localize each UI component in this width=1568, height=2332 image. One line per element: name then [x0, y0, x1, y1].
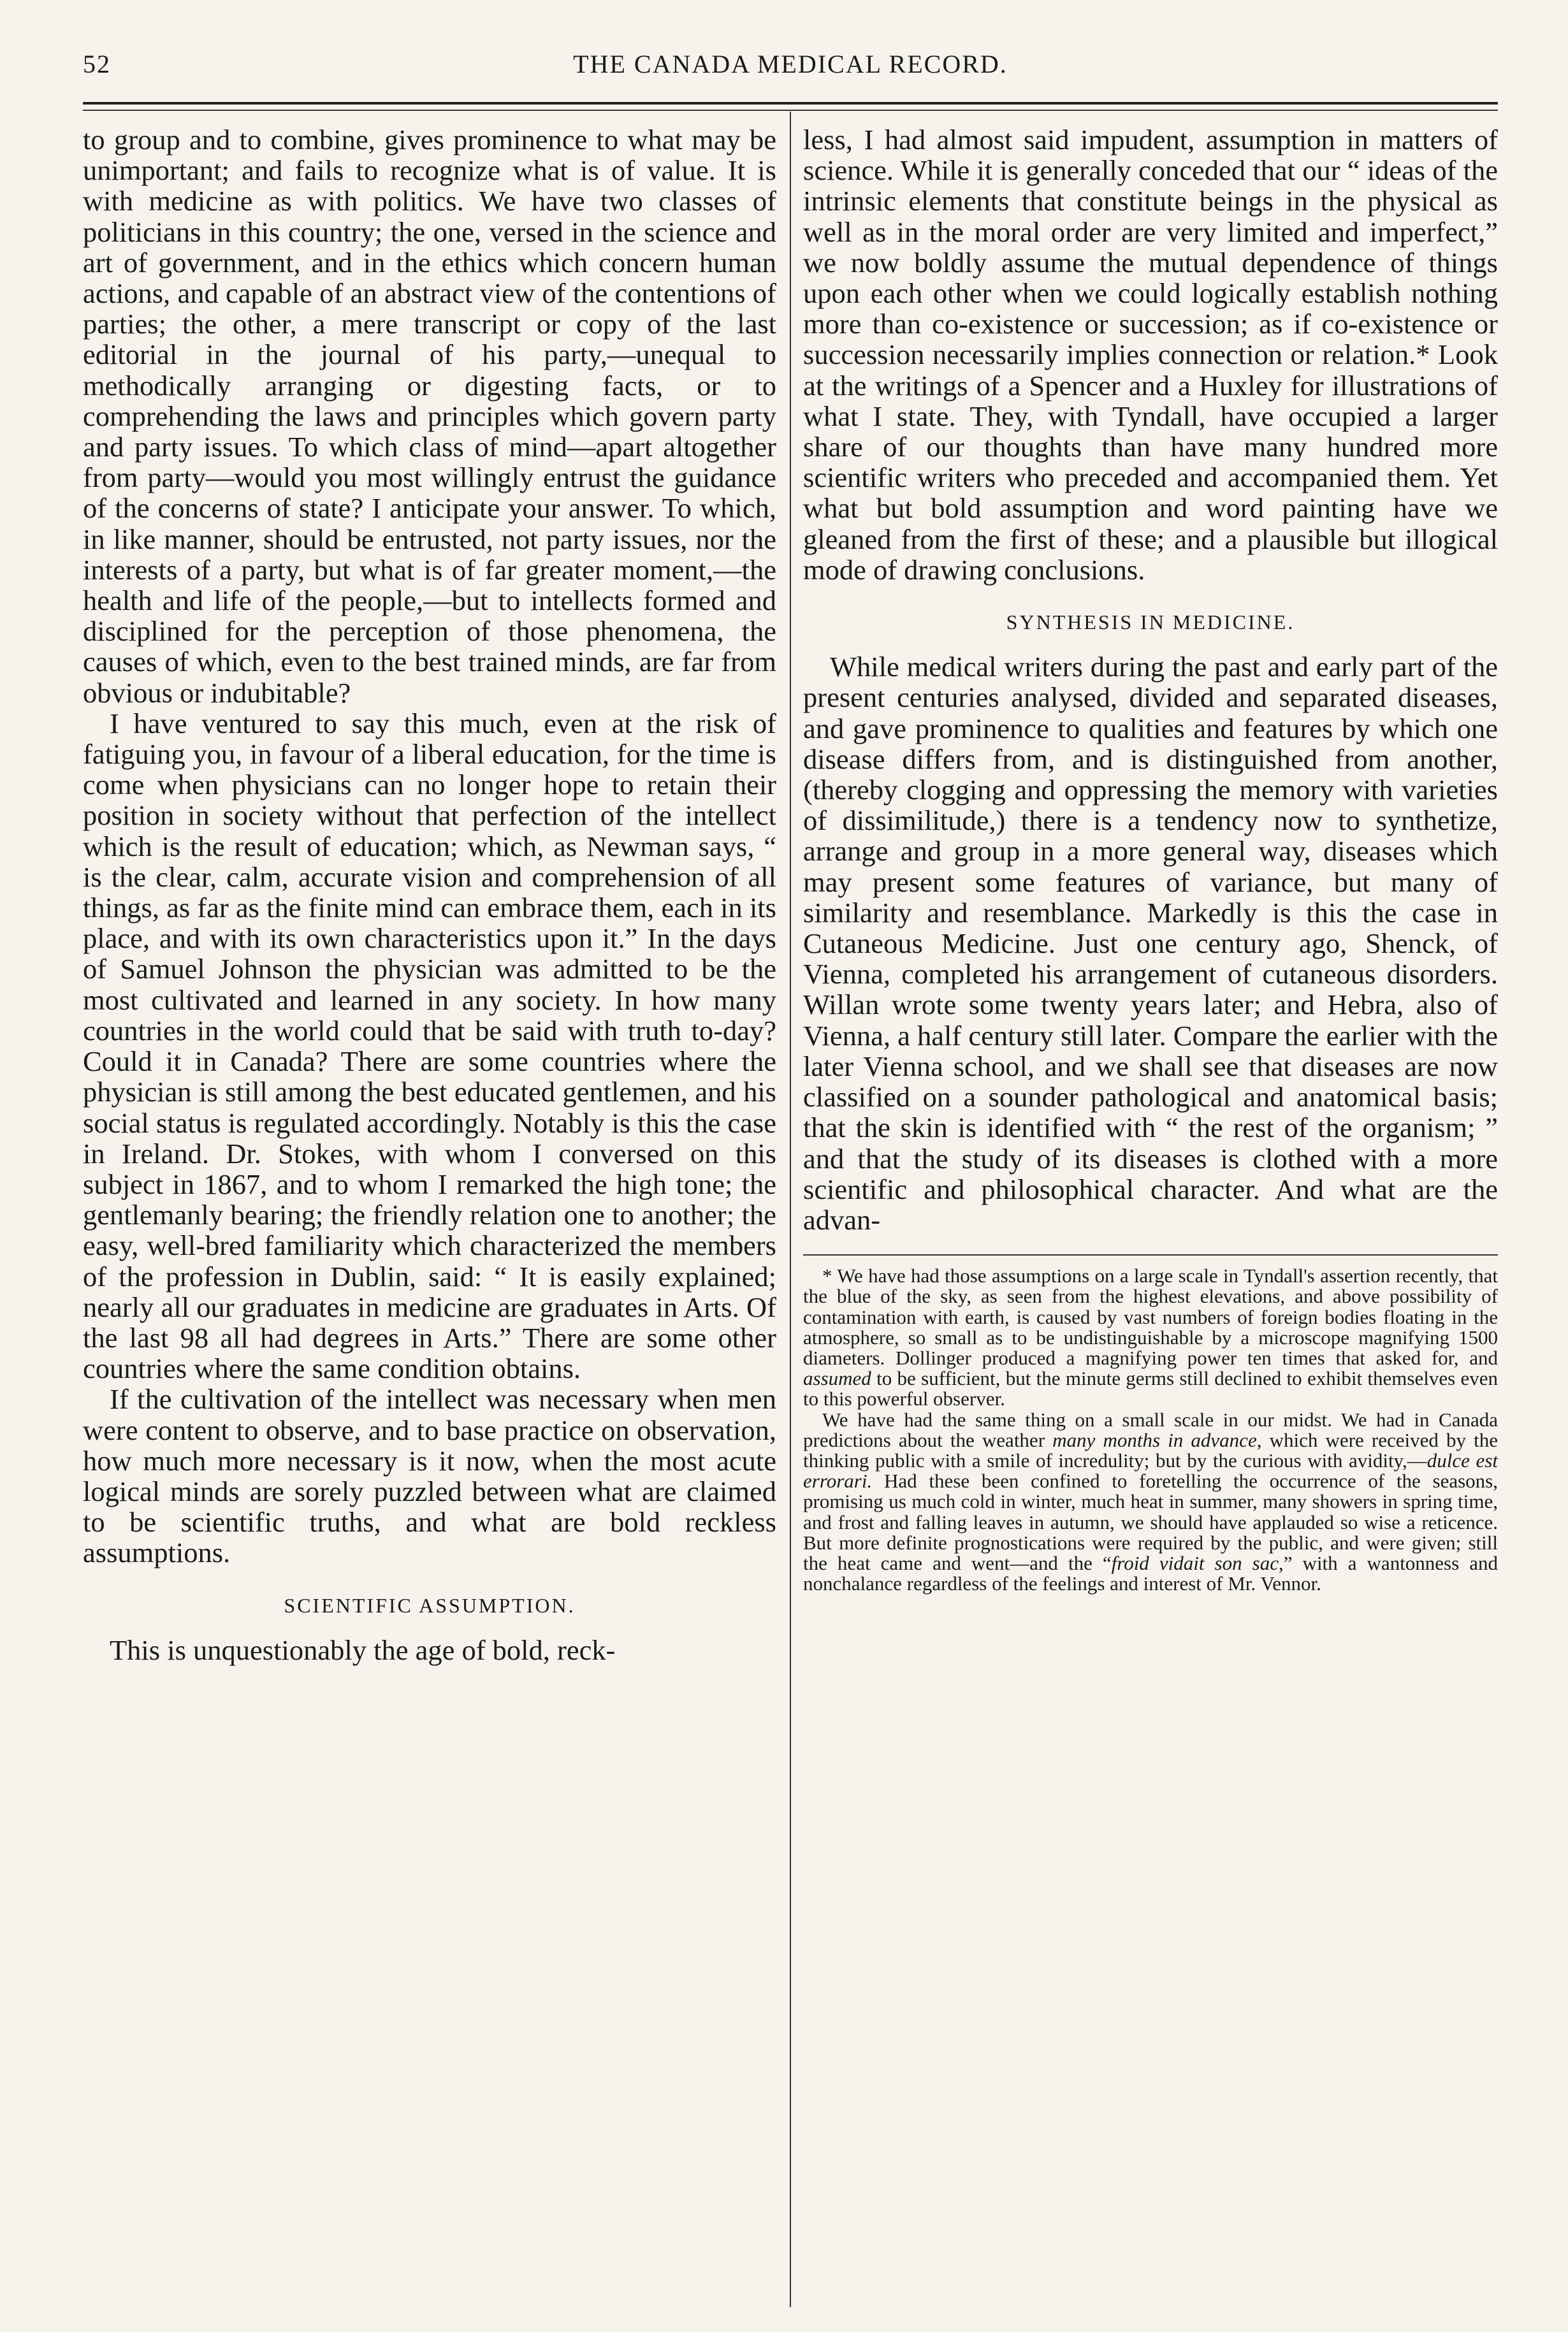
- footnote-text: to be sufficient, but the minute germs still declined to exhibit themselves even to this powerful observer.: [803, 1367, 1498, 1410]
- page-number: 52: [83, 50, 111, 78]
- journal-page: [83, 38, 1498, 2307]
- running-title: THE CANADA MEDICAL RECORD.: [573, 50, 1008, 78]
- left-column: [83, 124, 776, 1665]
- header-rule-thin: [83, 110, 1498, 111]
- section-heading-synthesis-in-medicine: SYNTHESIS IN MEDICINE.: [1006, 611, 1295, 634]
- footnote: [803, 1410, 1498, 1595]
- paragraph: This is unquestionably the age of bold, reck-: [110, 1633, 616, 1666]
- paragraph: While medical writers during the past and early part of the present centuries analysed, divided and separated diseases, and gave prominence to qualities and features by which one disease differs from, and is distinguished from another, (thereby clogging and oppressing the memory with varieties of dissimilitude,) there is a tendency now to synthetize, arrange and group in a more general way, diseases which may present some features of variance, but many of similarity and resemblance. Markedly is this the case in Cutaneous Medicine. Just one century ago, Shenck, of Vienna, completed his arrangement of cutaneous disorders. Willan wrote some twenty years later; and Hebra, also of Vienna, a half century still later. Compare the earlier with the later Vienna school, and we shall see that diseases are now classified on a sounder pathological and anatomical basis; that the skin is identified with “ the rest of the organism; ” and that the study of its diseases is clothed with a more scientific and philosophical character. And what are the advan-: [803, 651, 1498, 1236]
- page-header: [83, 38, 1498, 83]
- paragraph: I have ventured to say this much, even at the risk of fatiguing you, in favour of a liberal education, for the time is come when physicians can no longer hope to retain their position in society without that perfection of the intellect which is the result of education; which, as Newman says, “ is the clear, calm, accurate vision and comprehension of all things, as far as the finite mind can embrace them, each in its place, and with its own characteristics upon it.” In the days of Samuel Johnson the physician was admitted to be the most cultivated and learned in any society. In how many countries in the world could that be said with truth to-day? Could it in Canada? There are some countries where the physician is still among the best educated gentlemen, and his social status is regulated accordingly. Notably is this the case in Ireland. Dr. Stokes, with whom I conversed on this subject in 1867, and to whom I remarked the high tone; the gentlemanly bearing; the friendly relation one to another; the easy, well-bred familiarity which characterized the members of the profession in Dublin, said: “ It is easily explained; nearly all our graduates in medicine are graduates in Arts. Of the last 98 all had degrees in Arts.” There are some other countries where the same condition obtains.: [83, 707, 776, 1385]
- right-column: [803, 124, 1498, 1594]
- footnote-italic: dulce est errorari.: [803, 1449, 1498, 1493]
- paragraph: less, I had almost said impudent, assumption in matters of science. While it is generally conceded that our “ ideas of the intrinsic elements that constitute beings in the physical as well as in the moral order are very limited and imperfect,” we now boldly assume the mutual dependence of things upon each other when we could logically establish nothing more than co-existence or succession; as if co-existence or succession necessarily implies connection or relation.* Look at the writings of a Spencer and a Huxley for illustrations of what I state. They, with Tyndall, have occupied a larger share of our thoughts than have many hundred more scientific writers who preceded and accompanied them. Yet what but bold assumption and word painting have we gleaned from the first of these; and a plausible but illogical mode of drawing conclusions.: [803, 124, 1498, 586]
- paragraph: to group and to combine, gives prominence to what may be unimportant; and fails to recognize what is of value. It is with medicine as with politics. We have two classes of politicians in this country; the one, versed in the science and art of government, and in the ethics which concern human actions, and capable of an abstract view of the contentions of parties; the other, a mere transcript or copy of the last editorial in the journal of his party,—unequal to methodically arranging or digesting facts, or to comprehending the laws and principles which govern party and party issues. To which class of mind—apart altogether from party—would you most willingly entrust the guidance of the concerns of state? I anticipate your answer. To which, in like manner, should be entrusted, not party issues, nor the interests of a party, but what is of far greater moment,—the health and life of the people,—but to intellects formed and disciplined for the perception of those phenomena, the causes of which, even to the best trained minds, are far from obvious or indubitable?: [83, 124, 776, 709]
- footnote: [803, 1266, 1498, 1409]
- header-rule: [83, 102, 1498, 105]
- footnote-italic: froid vidait son sac: [1111, 1551, 1279, 1574]
- paragraph: If the cultivation of the intellect was necessary when men were content to observe, and to base practice on observation, how much more necessary is it now, when the most acute logical minds are sorely puzzled between what are claimed to be scientific truths, and what are bold reckless assumptions.: [83, 1383, 776, 1569]
- footnote-text: Had these been confined to foretelling the occurrence of the seasons, promising us much cold in winter, much heat in summer, many showers in spring time, and frost and falling leaves in autumn, we should have applauded so wise a reticence. But more definite prognostications were required by the public, and were given; still the heat came and went—and the “: [803, 1470, 1498, 1574]
- footnote-text: , which were received by the thinking public with a smile of incredulity; but by the curious with avidity,—: [803, 1428, 1498, 1472]
- footnote-text: We have had the same thing on a small scale in our midst. We had in Canada predictions about the weather: [803, 1408, 1498, 1451]
- column-divider: [790, 112, 791, 2307]
- footnote-text: ,” with a wantonness and nonchalance regardless of the feelings and interest of Mr. Vennor.: [803, 1551, 1499, 1595]
- section-heading-scientific-assumption: SCIENTIFIC ASSUMPTION.: [284, 1593, 576, 1617]
- footnote-rule: [803, 1254, 1498, 1256]
- footnote-italic: many months in advance: [1052, 1428, 1257, 1451]
- footnote-italic: assumed: [803, 1367, 871, 1390]
- footnotes: [803, 1266, 1498, 1594]
- footnote-text: * We have had those assumptions on a large scale in Tyndall's assertion recently, that the blue of the sky, as seen from the highest elevations, and above possibility of contamination with earth, is caused by vast numbers of foreign bodies floating in the atmosphere, so small as to be undistinguishable by a microscope magnifying 1500 diameters. Dollinger produced a magnifying power ten times that asked for, and: [803, 1264, 1498, 1369]
